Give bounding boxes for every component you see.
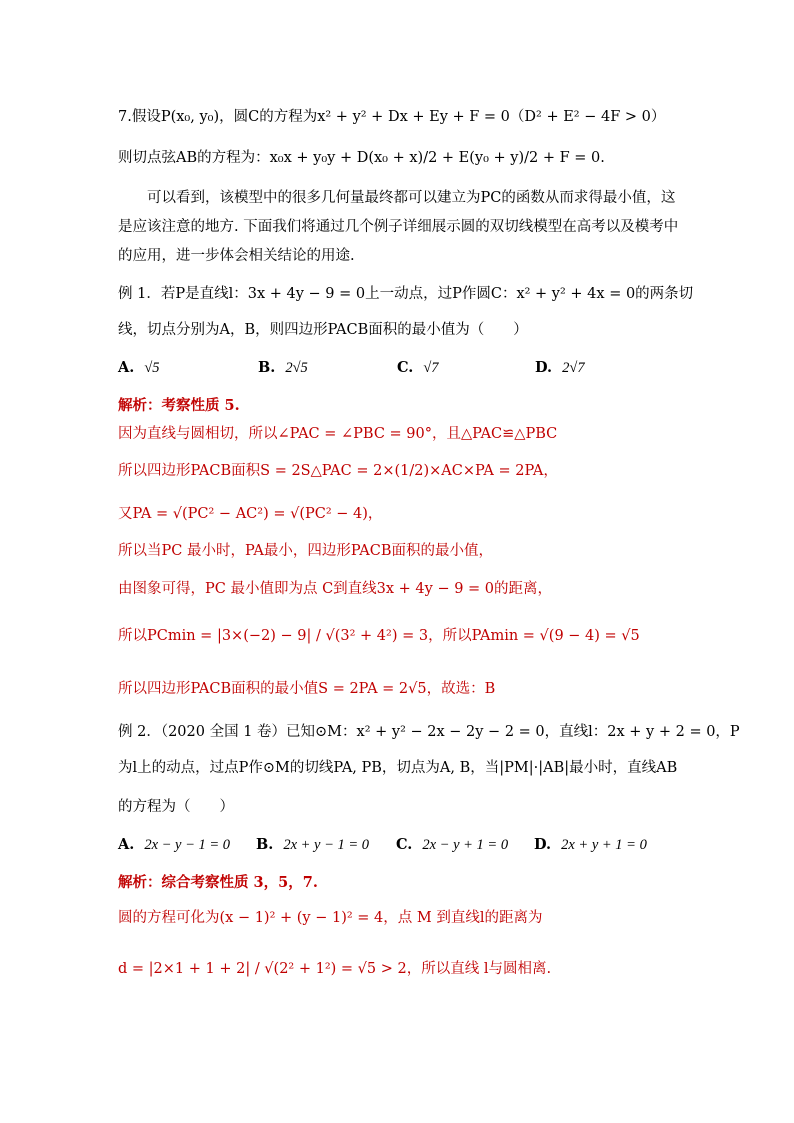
option-a: A. 2x − y − 1 = 0 — [118, 836, 231, 853]
option-c: C. 2x − y + 1 = 0 — [396, 836, 509, 853]
solution-1-conclusion: 所以四边形PACB面积的最小值S = 2PA = 2√5，故选：B — [118, 681, 496, 697]
example-2-question-line-1: 例 2．（2020 全国 1 卷）已知⊙M：x² + y² − 2x − 2y − 2 = 0，直线l：2x + y + 2 = 0，P — [118, 724, 740, 740]
solution-1-header: 解析：考察性质 5. — [118, 397, 240, 414]
option-c: C. √7 — [397, 359, 439, 376]
example-1-question-line-1: 例 1．若P是直线l：3x + 4y − 9 = 0上一动点，过P作圆C：x² + y² + 4x = 0的两条切 — [118, 286, 694, 302]
example-2-question-line-3: 的方程为（ ） — [118, 799, 234, 815]
solution-2-step-1: 圆的方程可化为(x − 1)² + (y − 1)² = 4，点 M 到直线l的距离为 — [118, 910, 543, 926]
example-1-question-line-2: 线，切点分别为A，B，则四边形PACB面积的最小值为（ ） — [118, 322, 528, 338]
option-b: B. 2x + y − 1 = 0 — [256, 836, 370, 853]
option-b: B. 2√5 — [258, 359, 308, 376]
solution-2-header: 解析：综合考察性质 3，5，7. — [118, 874, 318, 891]
example-2-question-line-2: 为l上的动点，过点P作⊙M的切线PA, PB，切点为A, B，当|PM|·|AB|最小时，直线AB — [118, 760, 678, 776]
intro-paragraph: 可以看到，该模型中的很多几何量最终都可以建立为PC的函数从而求得最小值，这是应该注意的地方. 下面我们将通过几个例子详细展示圆的双切线模型在高考以及模考中的应用，进一步体会相关结论的用途. — [118, 190, 679, 264]
option-a: A. √5 — [118, 359, 160, 376]
option-d: D. 2x + y + 1 = 0 — [534, 836, 647, 853]
option-d: D. 2√7 — [535, 359, 585, 376]
solution-1-step-6: 所以PCmin = |3×(−2) − 9| / √(3² + 4²) = 3，所以PAmin = √(9 − 4) = √5 — [118, 628, 640, 644]
solution-1-step-2: 所以四边形PACB面积S = 2S△PAC = 2×(1/2)×AC×PA = 2PA， — [118, 463, 558, 479]
solution-1-step-3: 又PA = √(PC² − AC²) = √(PC² − 4)， — [118, 506, 383, 522]
solution-2-step-2: d = |2×1 + 1 + 2| / √(2² + 1²) = √5 > 2，所以直线 l与圆相离. — [118, 961, 552, 977]
solution-1-step-5: 由图象可得，PC 最小值即为点 C到直线3x + 4y − 9 = 0的距离， — [118, 581, 553, 597]
chord-of-contact-equation: 则切点弦AB的方程为：x₀x + y₀y + D(x₀ + x)/2 + E(y₀ + y)/2 + F = 0. — [118, 150, 605, 166]
solution-1-step-1: 因为直线与圆相切，所以∠PAC = ∠PBC = 90°，且△PAC≌△PBC — [118, 426, 558, 442]
property-7-statement: 7.假设P(x₀, y₀)，圆C的方程为x² + y² + Dx + Ey + F = 0（D² + E² − 4F > 0） — [118, 109, 666, 125]
solution-1-step-4: 所以当PC 最小时，PA最小，四边形PACB面积的最小值， — [118, 543, 494, 559]
